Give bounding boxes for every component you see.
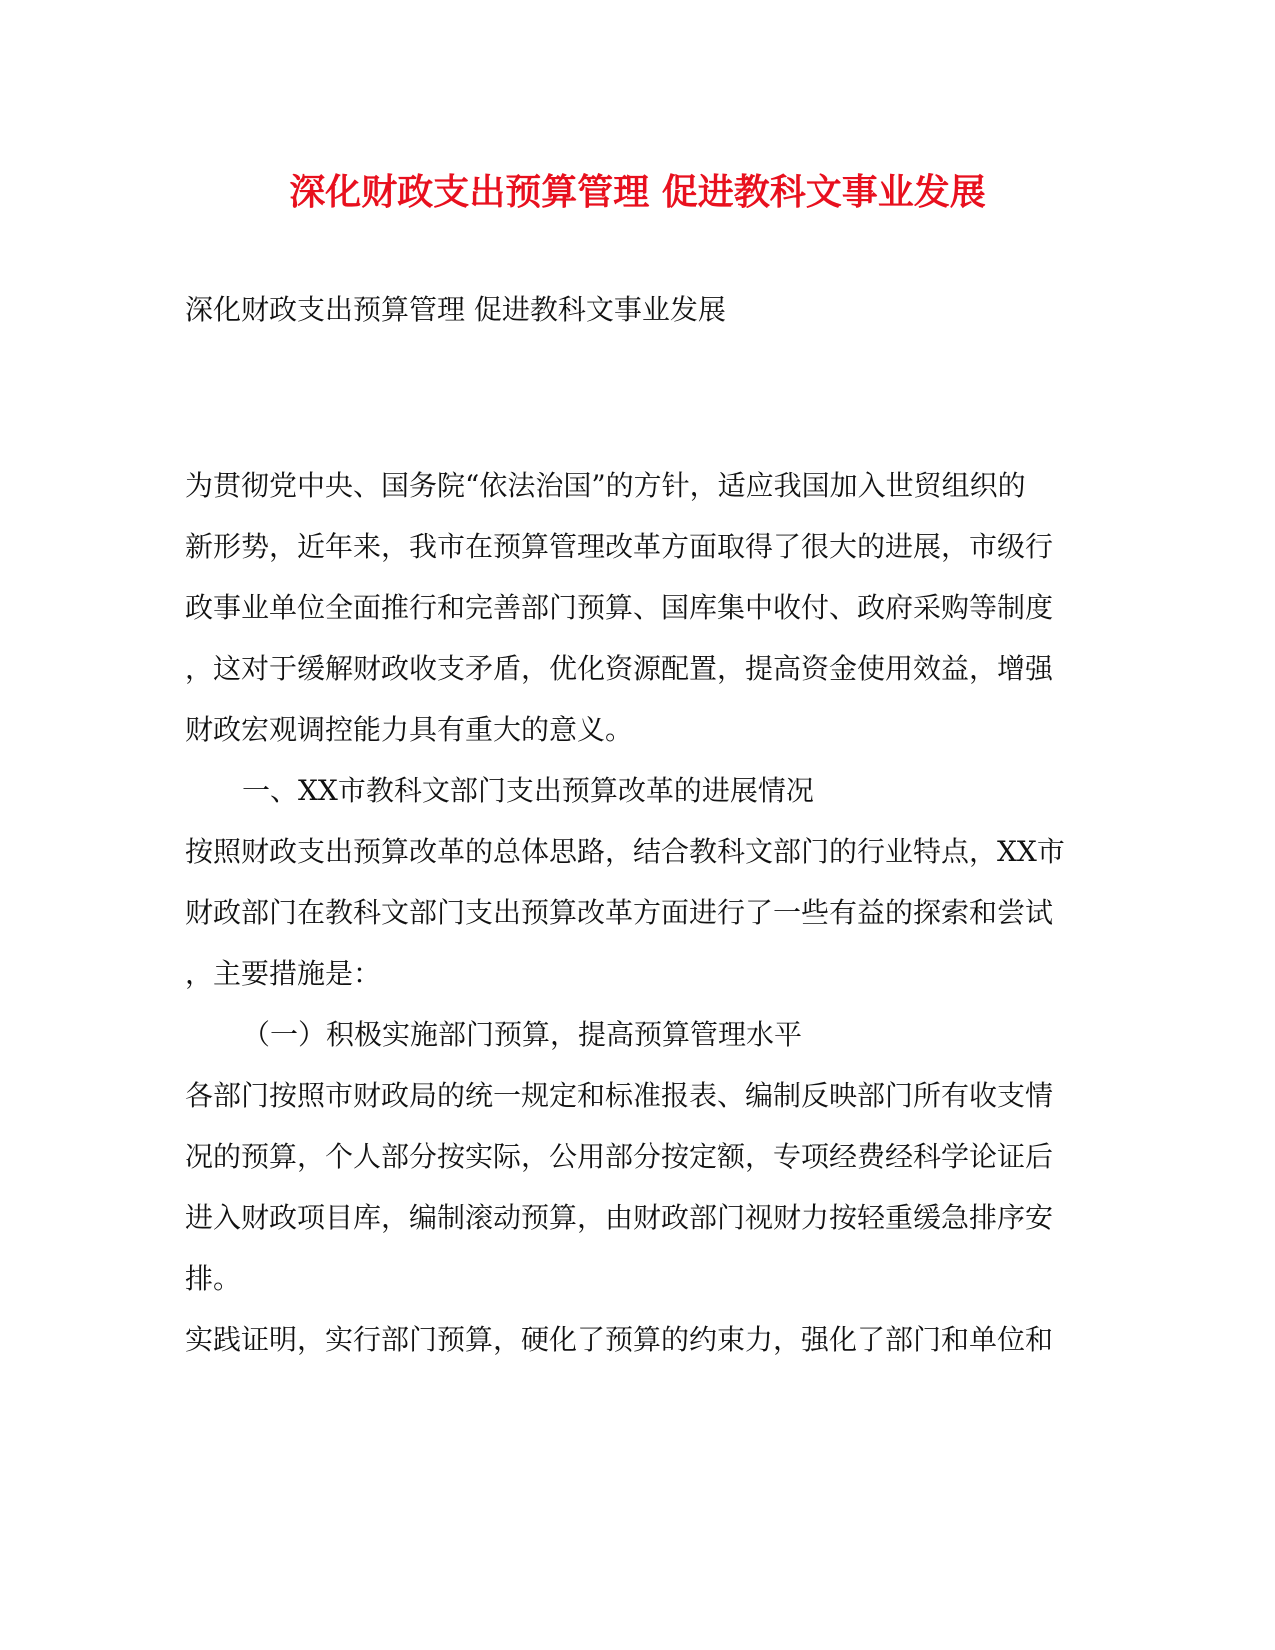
document-title: 深化财政支出预算管理 促进教科文事业发展: [289, 171, 986, 213]
body-line: 财政宏观调控能力具有重大的意义。: [185, 713, 634, 746]
body-line: 进入财政项目库，编制滚动预算，由财政部门视财力按轻重缓急排序安: [185, 1201, 1054, 1234]
body-line: ，这对于缓解财政收支矛盾，优化资源配置，提高资金使用效益，增强: [185, 652, 1054, 685]
body-line: ，主要措施是：: [185, 957, 382, 990]
body-line: 况的预算，个人部分按实际，公用部分按定额，专项经费经科学论证后: [185, 1140, 1054, 1173]
body-line: 为贯彻党中央、国务院“依法治国”的方针，适应我国加入世贸组织的: [185, 469, 1026, 502]
body-line: 财政部门在教科文部门支出预算改革方面进行了一些有益的探索和尝试: [185, 896, 1054, 929]
section-heading: 一、XX市教科文部门支出预算改革的进展情况: [242, 774, 814, 807]
body-line: 实践证明，实行部门预算，硬化了预算的约束力，强化了部门和单位和: [185, 1323, 1054, 1356]
body-line: 新形势，近年来，我市在预算管理改革方面取得了很大的进展，市级行: [185, 530, 1054, 563]
body-line: 各部门按照市财政局的统一规定和标准报表、编制反映部门所有收支情: [185, 1079, 1054, 1112]
body-line: 排。: [185, 1262, 242, 1295]
document-subtitle: 深化财政支出预算管理 促进教科文事业发展: [185, 293, 726, 326]
subsection-heading: （一）积极实施部门预算，提高预算管理水平: [242, 1018, 803, 1051]
body-line: 按照财政支出预算改革的总体思路，结合教科文部门的行业特点，XX市: [185, 835, 1065, 868]
body-line: 政事业单位全面推行和完善部门预算、国库集中收付、政府采购等制度: [185, 591, 1054, 624]
